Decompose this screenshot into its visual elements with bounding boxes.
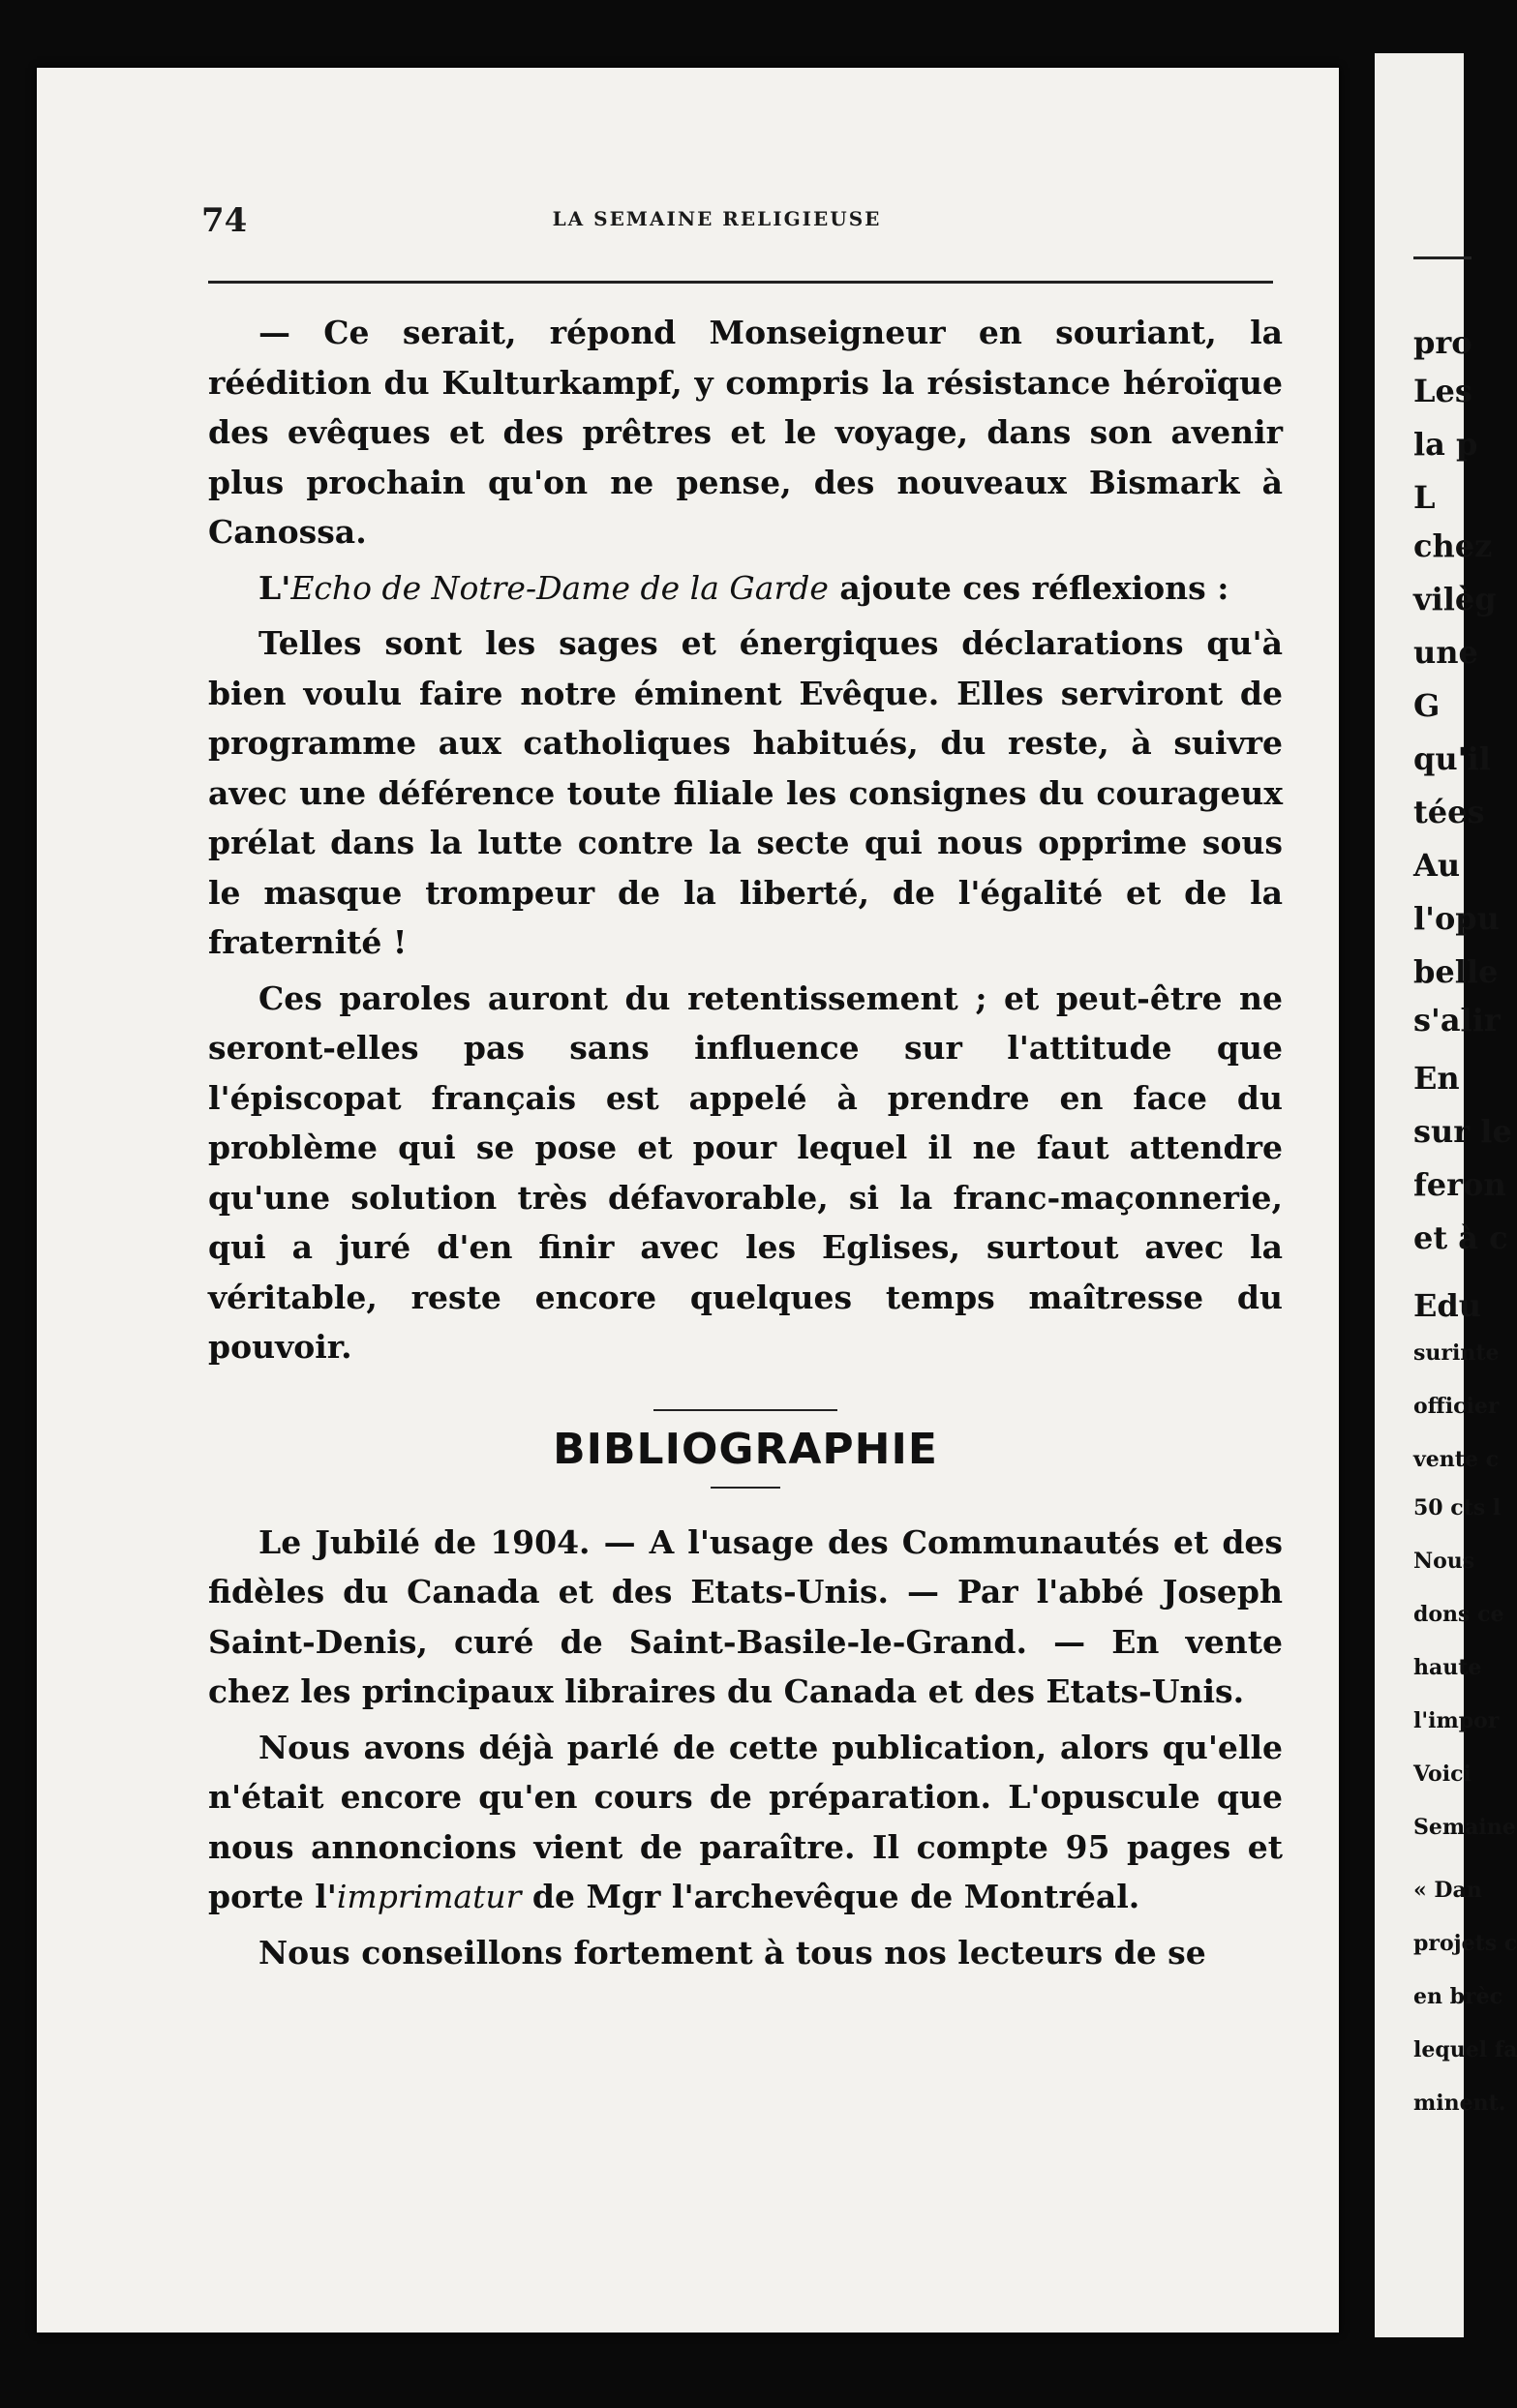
page-number: 74	[201, 201, 248, 240]
adjacent-header-rule	[1413, 256, 1471, 259]
bibliography-entry: Le Jubilé de 1904. — A l'usage des Communautés et des fidèles du Canada et des Etats-Unis. — Par l'abbé Joseph Saint-Denis, curé de Saint-Basile-le-Grand. — En vente chez les principaux libraires du Canada et des Etats-Unis.	[208, 1522, 1283, 1710]
page-header	[163, 201, 1271, 240]
section-heading-underline	[711, 1487, 780, 1489]
adjacent-page-fragment: Voici	[1413, 1761, 1471, 1787]
adjacent-page-fragment: vilèg	[1413, 581, 1497, 617]
adjacent-page-fragment: qu'il	[1413, 740, 1491, 777]
adjacent-page-fragment: en brèc	[1413, 1984, 1503, 2009]
adjacent-page-fragment: G	[1413, 687, 1441, 724]
adjacent-page-fragment: vente c	[1413, 1447, 1499, 1472]
paragraph: Ces paroles auront du retentissement ; et peut-être ne seront-elles pas sans influence sur l'attitude que l'épiscopat français est appelé à prendre en face du problème qui se pose et pour lequel il ne faut attendre qu'une solution très défavorable, si la franc-maçonnerie, qui a juré d'en finir avec les Eglises, surtout avec la véritable, reste encore quelques temps maîtresse du pouvoir.	[208, 978, 1283, 1366]
adjacent-page-fragment: projets c	[1413, 1931, 1517, 1956]
section-heading: BIBLIOGRAPHIE	[553, 1424, 938, 1474]
page-body	[208, 308, 1283, 1983]
italic-title: Echo de Notre-Dame de la Garde	[290, 568, 829, 607]
adjacent-page-fragment: une	[1413, 634, 1478, 671]
adjacent-page-fragment: Edu	[1413, 1287, 1482, 1324]
adjacent-page-fragment: s'alir	[1413, 1002, 1501, 1038]
adjacent-page-fragment: l'opu	[1413, 900, 1500, 937]
adjacent-page-fragment: 50 cts l	[1413, 1495, 1502, 1520]
adjacent-page-fragment: tées	[1413, 794, 1485, 830]
paragraph: Nous avons déjà parlé de cette publication, alors qu'elle n'était encore qu'en cours de préparation. L'opuscule que nous annoncions vient de paraître. Il compte 95 pages et porte l'imprimatur de Mgr l'archevêque de Montréal.	[208, 1728, 1283, 1915]
running-title: LA SEMAINE RELIGIEUSE	[552, 207, 882, 230]
adjacent-page-fragment: dons ce	[1413, 1602, 1504, 1627]
adjacent-page-fragment: « Dan	[1413, 1878, 1482, 1903]
adjacent-page-fragment: haute	[1413, 1655, 1482, 1680]
paragraph-quote-intro: L'Echo de Notre-Dame de la Garde ajoute ces réflexions :	[258, 568, 1229, 607]
adjacent-page-fragment: la p	[1413, 426, 1478, 463]
adjacent-page-fragment: lequel fa	[1413, 2037, 1517, 2062]
adjacent-page-fragment: Semaine	[1413, 1815, 1516, 1840]
adjacent-page-fragment: En	[1413, 1060, 1460, 1097]
adjacent-page-edge	[1375, 53, 1517, 2337]
adjacent-page-fragment: sur le	[1413, 1113, 1512, 1150]
adjacent-page-fragment: Au	[1413, 847, 1461, 884]
adjacent-page-fragment: belle	[1413, 953, 1499, 990]
adjacent-page-fragment: L	[1413, 479, 1436, 516]
adjacent-page-fragment: officier	[1413, 1394, 1500, 1419]
italic-term: imprimatur	[336, 1878, 522, 1915]
adjacent-page-fragment: minent.	[1413, 2091, 1506, 2116]
adjacent-page-fragment: feron	[1413, 1166, 1506, 1203]
adjacent-page-fragment: Les	[1413, 373, 1472, 409]
paragraph: — Ce serait, répond Monseigneur en souriant, la réédition du Kulturkampf, y compris la résistance héroïque des evêques et des prêtres et le voyage, dans son avenir plus prochain qu'on ne pense, des nouveaux Bismark à Canossa.	[208, 314, 1283, 551]
paragraph: Telles sont les sages et énergiques déclarations qu'à bien voulu faire notre éminent Evêque. Elles serviront de programme aux catholiques habitués, du reste, à suivre avec une déférence toute filiale les consignes du courageux prélat dans la lutte contre la secte qui nous opprime sous le masque trompeur de la liberté, de l'égalité et de la fraternité !	[208, 624, 1283, 961]
paragraph: Nous conseillons fortement à tous nos lecteurs de se	[258, 1933, 1206, 1972]
adjacent-page-fragment: l'impor	[1413, 1708, 1500, 1733]
adjacent-page-fragment: surinte	[1413, 1340, 1500, 1366]
adjacent-page-fragment: chez	[1413, 527, 1493, 564]
adjacent-page-fragment: pro	[1413, 324, 1472, 361]
adjacent-page-fragment: Nous	[1413, 1549, 1475, 1574]
section-divider	[653, 1409, 837, 1411]
adjacent-page-fragment: et à c	[1413, 1219, 1508, 1256]
header-rule	[208, 281, 1273, 284]
